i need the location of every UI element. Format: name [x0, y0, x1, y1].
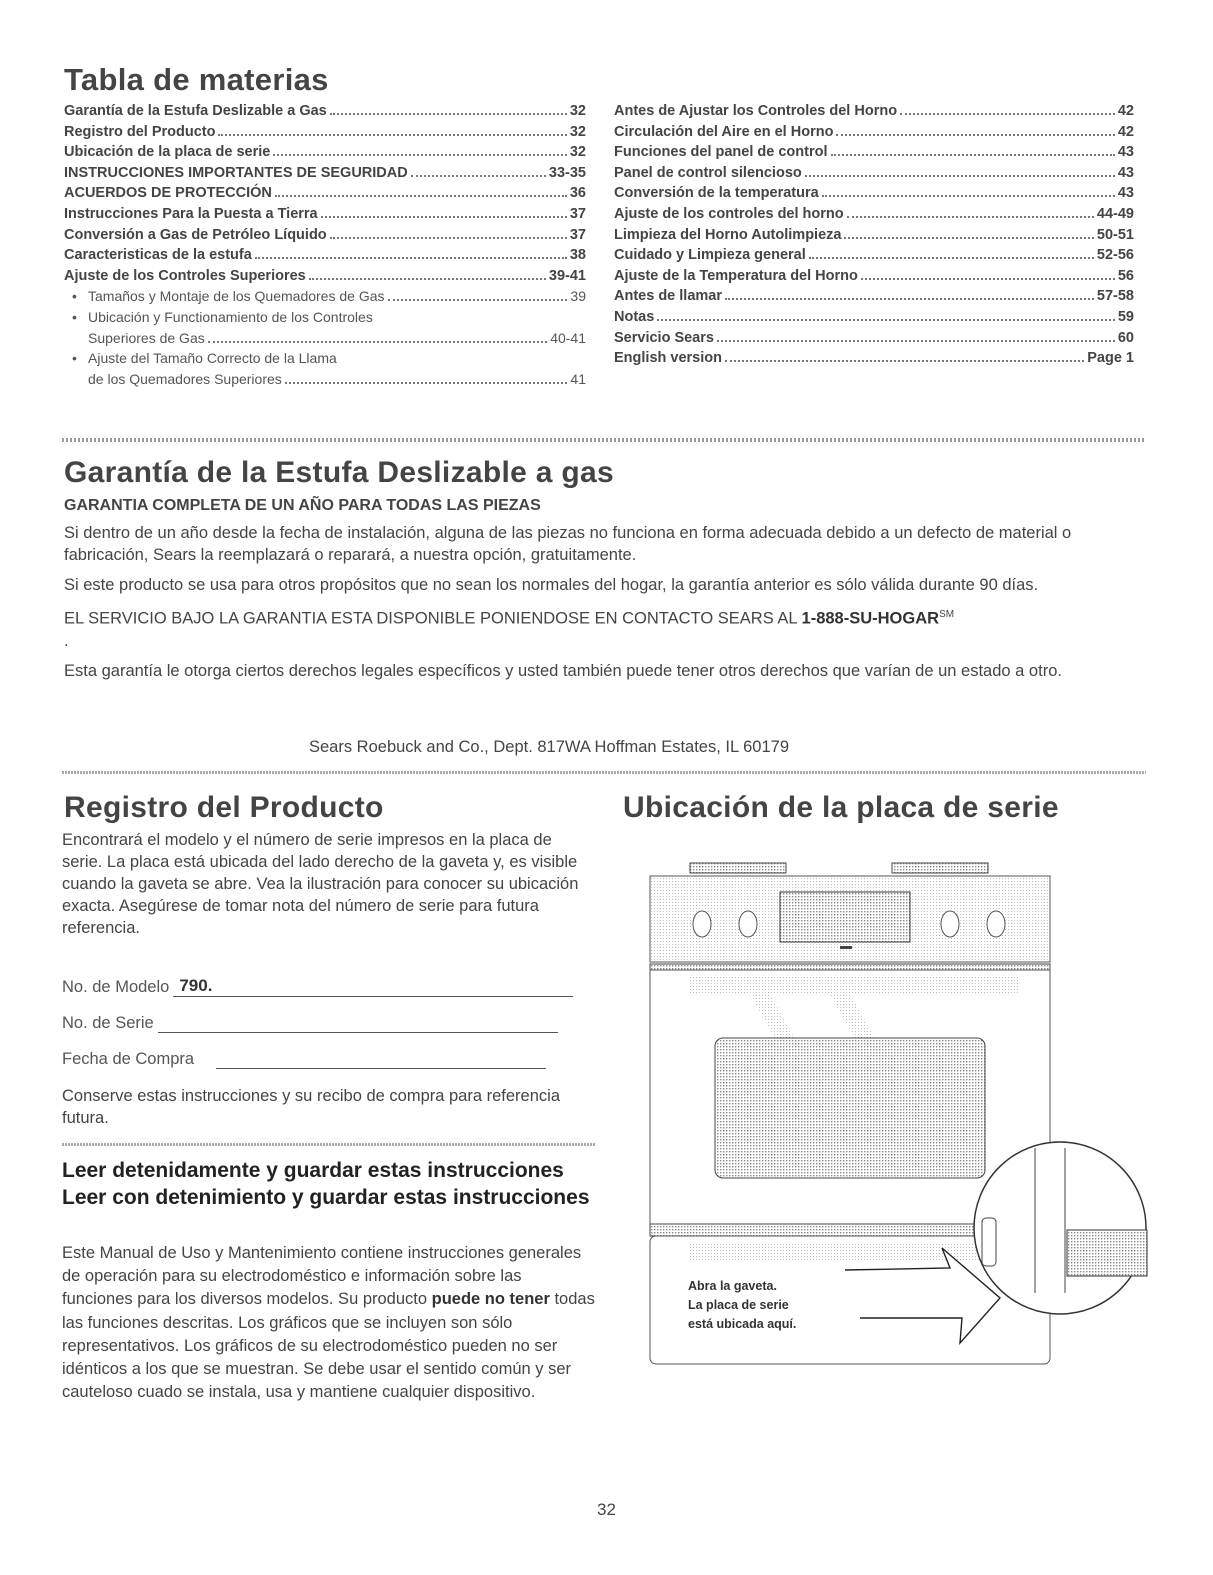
toc-entry-text: Ajuste de los controles del horno [614, 205, 844, 222]
toc-entry[interactable] [614, 124, 1134, 145]
bullet-icon: • [72, 308, 77, 325]
toc-entry-text: ACUERDOS DE PROTECCIÓN [64, 185, 272, 202]
serial-field[interactable] [158, 1014, 558, 1033]
toc-entry-label [614, 288, 722, 304]
toc-entry-text: Superiores de Gas [88, 329, 205, 346]
dot-leader [725, 360, 1084, 362]
dot-leader [805, 175, 1115, 177]
toc-entry-label [614, 247, 806, 263]
toc-entry-label [64, 124, 215, 140]
toc-entry[interactable] [614, 309, 1134, 330]
date-label: Fecha de Compra [62, 1050, 195, 1068]
dot-leader [321, 216, 567, 218]
toc-entry[interactable] [614, 103, 1134, 124]
toc-left-column [64, 103, 586, 391]
oven-window [715, 1038, 985, 1178]
callout-line: está ubicada aquí. [688, 1317, 797, 1331]
toc-entry[interactable] [64, 124, 586, 145]
dot-leader [809, 257, 1094, 259]
toc-entry-label [64, 371, 282, 387]
toc-entry-page: 39 [570, 288, 586, 305]
toc-entry-page: 43 [1117, 185, 1134, 202]
dot-leader [900, 113, 1115, 115]
toc-entry-page: 42 [1117, 123, 1134, 140]
model-field-row [62, 978, 573, 997]
callout-line: Abra la gaveta. [688, 1279, 777, 1293]
toc-entry-page: 44-49 [1096, 205, 1134, 222]
ubicacion-title: Ubicación de la placa de serie [623, 791, 1059, 824]
toc-entry[interactable] [64, 288, 586, 309]
toc-entry[interactable] [614, 165, 1134, 186]
registro-body: Encontrará el modelo y el número de serie impresos en la placa de serie. La placa está ubicada del lado derecho de la gaveta y, es visible cuando la gaveta se abre. Vea la ilustración para conocer su ubicación exacta. Asegúrese de tomar nota del número de serie para futura referencia. [62, 831, 579, 937]
toc-entry[interactable] [64, 309, 586, 330]
page-number: 32 [597, 1500, 616, 1519]
toc-entry[interactable] [64, 227, 586, 248]
toc-entry-page: 40-41 [550, 329, 586, 346]
dot-leader [273, 154, 567, 156]
leer-text: Este Manual de Uso y Mantenimiento contiene instrucciones generales de operación para su electrodoméstico e información sobre las funciones para los diversos modelos. Su producto [62, 1244, 582, 1309]
dot-leader [309, 278, 546, 280]
range-illustration [630, 848, 1150, 1368]
dot-leader [330, 237, 567, 239]
toc-entry[interactable] [614, 330, 1134, 351]
oven-handle[interactable] [690, 976, 1020, 994]
toc-entry-text: Conversión a Gas de Petróleo Líquido [64, 226, 327, 243]
knob-icon[interactable] [739, 911, 757, 937]
leer-text: todas las funciones descritas. Los gráficos que se incluyen son sólo representativos. Los gráficos de su electrodoméstico pueden no ser idénticos a los que se muestran. Se debe usar el sentido común y ser cauteloso cuado se instala, usa y mantiene cualquier dispositivo. [62, 1290, 595, 1402]
toc-entry-text: Ajuste de los Controles Superiores [64, 267, 306, 284]
model-field[interactable] [173, 978, 573, 997]
toc-entry-text: Ajuste de la Temperatura del Horno [614, 267, 858, 284]
toc-entry[interactable] [614, 268, 1134, 289]
toc-entry-label [614, 144, 828, 160]
toc-entry-text: Cuidado y Limpieza general [614, 247, 806, 264]
toc-entry-page: 50-51 [1096, 226, 1134, 243]
date-field[interactable] [216, 1050, 546, 1069]
toc-entry-label [64, 227, 327, 243]
warranty-service-line [64, 604, 1148, 630]
toc-entry-label [614, 124, 833, 140]
toc-entry-page: 43 [1117, 144, 1134, 161]
toc-entry-label [614, 103, 897, 119]
toc-entry-label [614, 165, 802, 181]
dot-leader [844, 237, 1093, 239]
magnify-circle [974, 1142, 1146, 1314]
keep-instructions: Conserve estas instrucciones y su recibo de compra para referencia futura. [62, 1087, 560, 1127]
warranty-paragraph: Si dentro de un año desde la fecha de instalación, alguna de las piezas no funciona en forma adecuada debido a un defecto de material o fabricación, Sears la reemplazará o reparará, a nuestra opción, gratuitamente. [64, 524, 1072, 564]
dot-leader [285, 382, 568, 384]
toc-entry[interactable] [614, 247, 1134, 268]
toc-entry-text: Ubicación de la placa de serie [64, 144, 271, 161]
toc-entry-page: 33-35 [548, 164, 586, 181]
toc-entry-page: 32 [569, 144, 586, 161]
divider [62, 438, 1146, 442]
toc-entry-page: 36 [569, 185, 586, 202]
warranty-period: . [64, 631, 69, 650]
toc-entry-label [64, 268, 306, 284]
toc-entry-page: 37 [569, 205, 586, 222]
toc-entry-text: Instrucciones Para la Puesta a Tierra [64, 205, 318, 222]
toc-entry-text: Registro del Producto [64, 123, 216, 140]
warranty-paragraph: Esta garantía le otorga ciertos derechos legales específicos y usted también puede tener otros derechos que varían de un estado a otro. [64, 661, 1062, 680]
toc-entry-text: Caracteristicas de la estufa [64, 247, 252, 264]
dot-leader [847, 216, 1094, 218]
knob-icon[interactable] [987, 911, 1005, 937]
toc-entry-page: 56 [1117, 267, 1134, 284]
toc-entry-label [614, 350, 722, 366]
toc-entry-text: Conversión de la temperatura [614, 185, 819, 202]
toc-entry[interactable] [614, 350, 1134, 371]
warranty-service-text: EL SERVICIO BAJO LA GARANTIA ESTA DISPONIBLE PONIENDOSE EN CONTACTO SEARS AL [64, 609, 802, 628]
dot-leader [388, 299, 568, 301]
bullet-icon: • [72, 350, 77, 367]
toc-entry-label [614, 309, 654, 325]
warranty-body [64, 522, 1148, 682]
display-panel [780, 892, 910, 942]
toc-entry[interactable] [64, 371, 586, 392]
toc-entry-text: Tamaños y Montaje de los Quemadores de Gas [88, 288, 385, 305]
toc-entry[interactable] [64, 144, 586, 165]
toc-entry-label [614, 227, 841, 243]
toc-entry-label [64, 247, 252, 263]
toc-entry-text: Ubicación y Functionamiento de los Controles [88, 308, 373, 325]
toc-entry-page: 60 [1117, 329, 1134, 346]
dot-leader [861, 278, 1115, 280]
warranty-address: Sears Roebuck and Co., Dept. 817WA Hoffman Estates, IL 60179 [309, 738, 789, 756]
grate-left [690, 863, 786, 873]
grate-right [892, 863, 988, 873]
leer-body [62, 1242, 596, 1404]
toc-entry-page: 42 [1117, 103, 1134, 119]
toc-entry-page: 59 [1117, 308, 1134, 325]
toc-entry-text: Garantía de la Estufa Deslizable a Gas [64, 103, 327, 119]
toc-entry[interactable] [64, 165, 586, 186]
registro-title: Registro del Producto [64, 791, 384, 824]
toc-entry-page: 37 [569, 226, 586, 243]
toc-entry-label [64, 144, 270, 160]
dot-leader [208, 341, 547, 343]
serial-plate [1067, 1230, 1147, 1276]
toc-entry-page: 52-56 [1096, 247, 1134, 264]
toc-entry-text: Antes de Ajustar los Controles del Horno [614, 103, 898, 119]
toc-entry[interactable] [64, 206, 586, 227]
toc-entry-label [64, 165, 408, 181]
model-value: 790. [179, 976, 213, 995]
dot-leader [831, 154, 1115, 156]
toc-entry[interactable] [64, 103, 586, 124]
toc-entry[interactable] [64, 247, 586, 268]
toc-entry[interactable] [64, 330, 586, 351]
dot-leader [330, 113, 567, 115]
model-label: No. de Modelo [62, 978, 170, 996]
toc-entry-label [614, 330, 714, 346]
toc-entry-text: Funciones del panel de control [614, 144, 828, 161]
divider [62, 1143, 596, 1146]
dot-leader [725, 298, 1094, 300]
toc-entry-page: 32 [569, 103, 586, 119]
toc-entry-label [64, 309, 373, 325]
dot-leader [717, 340, 1115, 342]
toc-entry-page: 57-58 [1096, 288, 1134, 305]
toc-entry-label [64, 185, 272, 201]
leer-emphasis: puede no tener [431, 1290, 550, 1309]
serial-field-row [62, 1014, 558, 1033]
knob-icon[interactable] [941, 911, 959, 937]
toc-entry-page: 39-41 [548, 267, 586, 284]
toc-title: Tabla de materias [64, 62, 329, 97]
toc-entry-page: 38 [569, 247, 586, 264]
toc-entry-text: Panel de control silencioso [614, 164, 802, 181]
dot-leader [218, 134, 566, 136]
toc-entry[interactable] [614, 227, 1134, 248]
toc-entry-label [64, 350, 337, 366]
toc-right-column [614, 103, 1134, 371]
toc-entry-label [614, 185, 819, 201]
serial-label: No. de Serie [62, 1014, 154, 1032]
toc-entry-page: 32 [569, 123, 586, 140]
toc-entry-label [64, 288, 385, 304]
dot-leader [836, 134, 1114, 136]
toc-entry-text: Ajuste del Tamaño Correcto de la Llama [88, 350, 337, 367]
toc-entry-page: 41 [570, 370, 586, 387]
toc-entry[interactable] [614, 144, 1134, 165]
dot-leader [822, 195, 1115, 197]
toc-entry-label [64, 330, 205, 346]
divider [62, 771, 1146, 774]
toc-entry[interactable] [64, 350, 586, 371]
toc-entry-text: Antes de llamar [614, 288, 722, 305]
warranty-subtitle: GARANTIA COMPLETA DE UN AÑO PARA TODAS LAS PIEZAS [64, 497, 541, 514]
bullet-icon: • [72, 288, 77, 305]
toc-entry-text: Limpieza del Horno Autolimpieza [614, 226, 842, 243]
toc-entry-page: Page 1 [1087, 350, 1134, 367]
toc-entry-text: English version [614, 350, 722, 367]
toc-entry-label [64, 206, 318, 222]
callout-line: La placa de serie [688, 1298, 789, 1312]
toc-entry[interactable] [64, 268, 586, 289]
warranty-phone: 1-888-SU-HOGAR [801, 609, 940, 628]
toc-entry-label [614, 268, 858, 284]
knob-icon[interactable] [693, 911, 711, 937]
toc-entry[interactable] [614, 185, 1134, 206]
toc-entry[interactable] [614, 206, 1134, 227]
toc-entry-text: Servicio Sears [614, 329, 714, 346]
toc-entry-label [614, 206, 844, 222]
toc-entry-text: Notas [614, 308, 655, 325]
dot-leader [275, 195, 567, 197]
toc-entry-label [64, 103, 327, 119]
logo-icon [840, 946, 852, 949]
warranty-title: Garantía de la Estufa Deslizable a gas [64, 456, 614, 489]
warranty-paragraph: Si este producto se usa para otros propósitos que no sean los normales del hogar, la garantía anterior es sólo válida durante 90 días. [64, 576, 1039, 594]
dot-leader [657, 319, 1115, 321]
leer-title: Leer detenidamente y guardar estas instrucciones Leer con detenimiento y guardar estas instrucciones [62, 1159, 590, 1209]
service-mark: SM [939, 609, 955, 620]
dot-leader [411, 175, 546, 177]
toc-entry-text: de los Quemadores Superiores [88, 370, 282, 387]
date-field-row [62, 1050, 546, 1069]
dot-leader [255, 257, 567, 259]
toc-entry[interactable] [614, 288, 1134, 309]
toc-entry-text: INSTRUCCIONES IMPORTANTES DE SEGURIDAD [64, 164, 408, 181]
toc-entry-text: Circulación del Aire en el Horno [614, 123, 834, 140]
toc-entry[interactable] [64, 185, 586, 206]
toc-entry-page: 43 [1117, 164, 1134, 181]
